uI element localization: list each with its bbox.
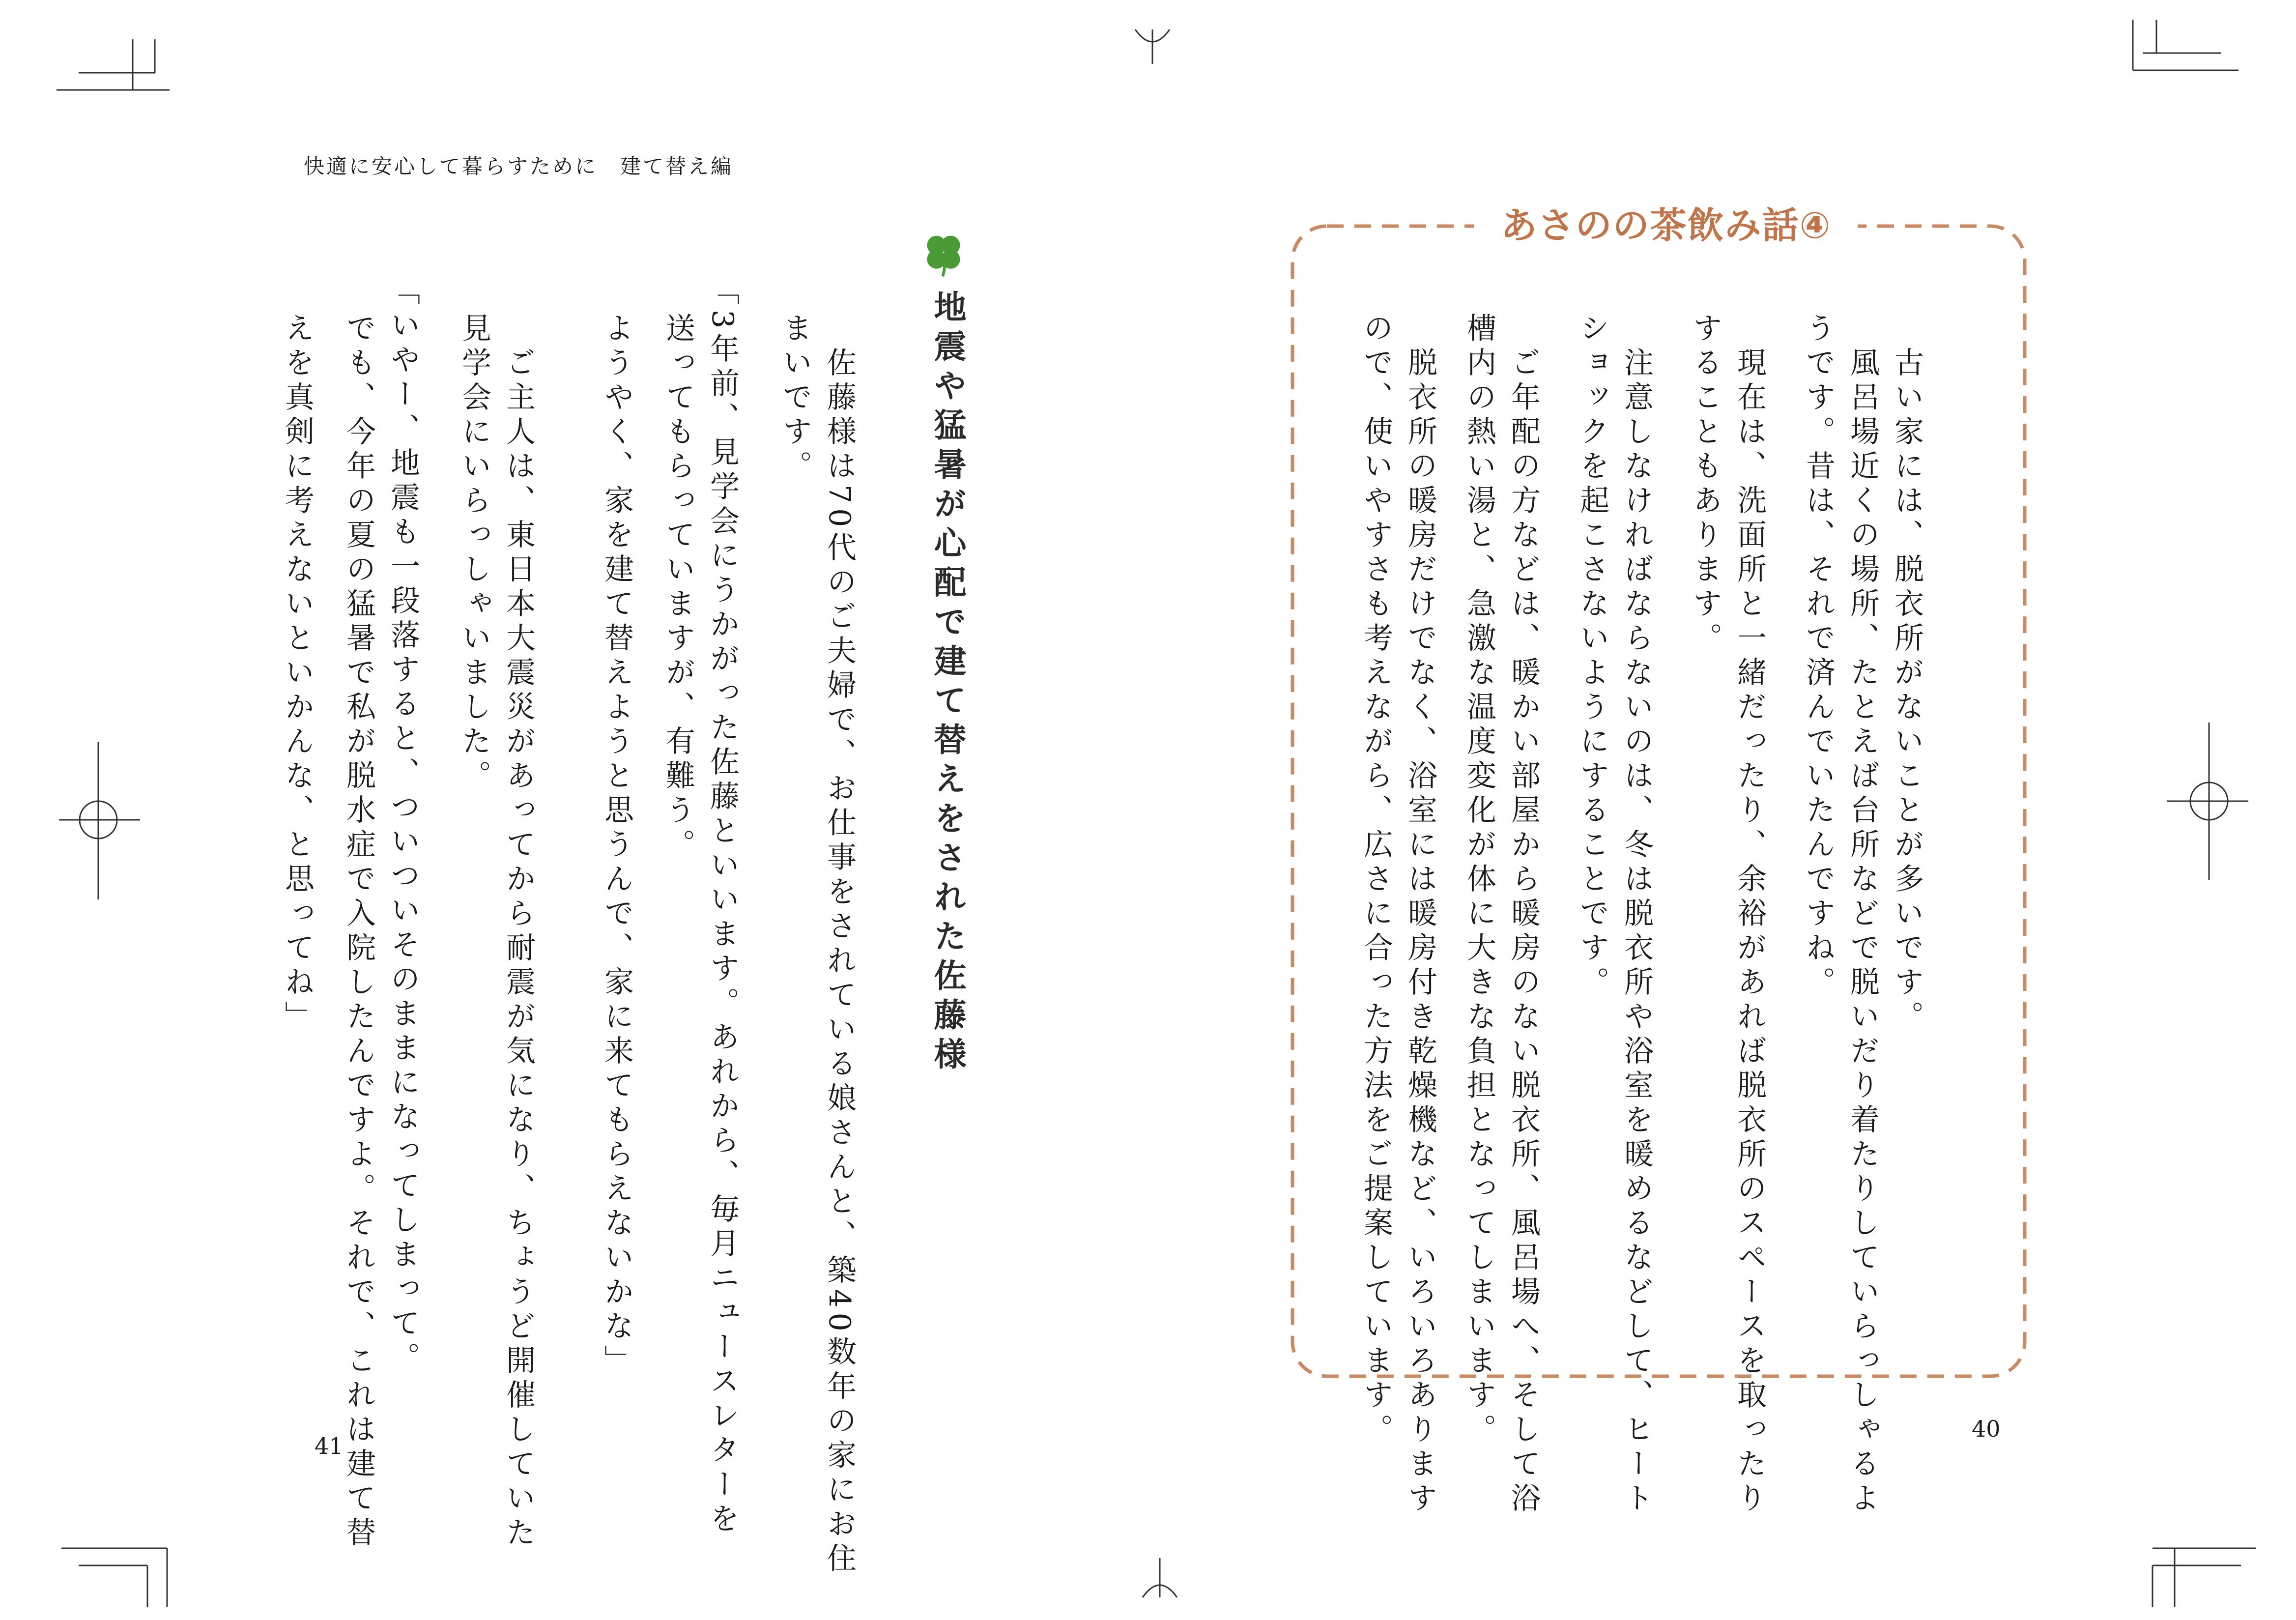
- running-head: 快適に安心して暮らすために 建て替え編: [304, 154, 734, 178]
- box-line: ので、使いやすさも考えながら、広さに合った方法をご提案しています。: [1359, 313, 1393, 1448]
- section-title: 地震や猛暑が心配で建て替えをされた佐藤様: [928, 290, 966, 1076]
- box-line: ショックを起こさないようにすることです。: [1575, 313, 1609, 1001]
- four-leaf-clover-icon: [920, 231, 967, 278]
- box-line: 注意しなければならないのは、冬は脱衣所や浴室を暖めるなどして、ヒート: [1619, 313, 1654, 1517]
- body-line: 見学会にいらっしゃいました。: [457, 313, 491, 794]
- column-box-title: あさのの茶飲み話④: [1474, 197, 1858, 249]
- box-line: ご年配の方などは、暖かい部屋から暖房のない脱衣所、風呂場へ、そして浴: [1506, 313, 1541, 1517]
- body-line: 「いやー、地震も一段落すると、ついついそのままになってしまって。: [386, 275, 420, 1376]
- page-number-left: 41: [315, 1433, 344, 1459]
- box-line: することもあります。: [1688, 313, 1722, 657]
- page-number-right: 40: [1972, 1416, 2001, 1442]
- box-line: うです。昔は、それで済んでいたんですね。: [1801, 313, 1836, 1001]
- box-line: 風呂場近くの場所、たとえば台所などで脱いだり着たりしていらっしゃるよ: [1845, 313, 1880, 1517]
- body-line: 「3年前、見学会にうかがった佐藤といいます。あれから、毎月ニュースレターを: [705, 275, 740, 1538]
- box-line: 槽内の熱い湯と、急激な温度変化が体に大きな負担となってしまいます。: [1462, 313, 1496, 1448]
- body-line: 送ってもらっていますが、有難う。: [661, 313, 695, 863]
- box-line: 現在は、洗面所と一緒だったり、余裕があれば脱衣所のスペースを取ったり: [1732, 313, 1767, 1517]
- body-line: えを真剣に考えないといかんな、と思ってね」: [280, 313, 315, 1035]
- box-line: 脱衣所の暖房だけでなく、浴室には暖房付き乾燥機など、いろいろあります: [1403, 313, 1437, 1517]
- body-line: 佐藤様は70代のご夫婦で、お仕事をされている娘さんと、築40数年の家にお住: [822, 313, 857, 1577]
- body-line: でも、今年の夏の猛暑で私が脱水症で入院したんですよ。それで、これは建て替: [342, 313, 376, 1551]
- body-line: まいです。: [778, 313, 812, 485]
- body-line: ご主人は、東日本大震災があってから耐震が気になり、ちょうど開催していた: [501, 313, 536, 1551]
- body-line: ようやく、家を建て替えようと思うんで、家に来てもらえないかな」: [600, 313, 634, 1379]
- box-line: 古い家には、脱衣所がないことが多いです。: [1890, 313, 1924, 1035]
